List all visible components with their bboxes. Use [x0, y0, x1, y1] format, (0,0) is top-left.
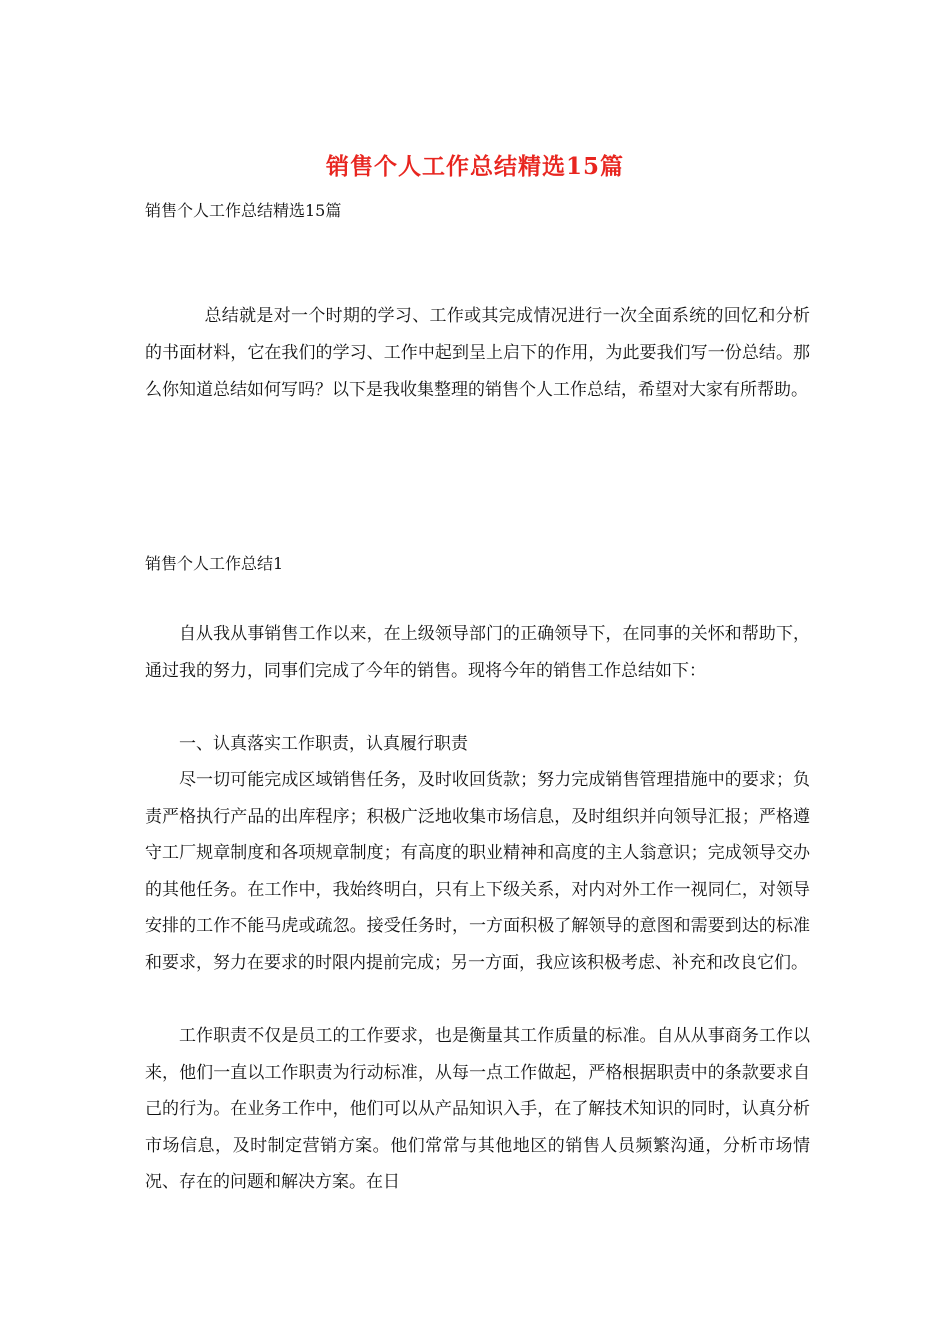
subheading-duties: 一、认真落实工作职责，认真履行职责: [179, 734, 468, 754]
document-title: 销售个人工作总结精选15篇: [325, 153, 624, 180]
body-paragraph-3: 工作职责不仅是员工的工作要求，也是衡量其工作质量的标准。自从从事商务工作以来，他们一直以工作职责为行动标准，从每一点工作做起，严格根据职责中的条款要求自己的行为。在业务工作中，他们可以从产品知识入手，在了解技术知识的同时，认真分析市场信息，及时制定营销方案。他们常常与其他地区的销售人员频繁沟通，分析市场情况、存在的问题和解决方案。在日: [145, 1026, 810, 1192]
section-heading: 销售个人工作总结1: [145, 554, 284, 573]
body-paragraph-1: 自从我从事销售工作以来，在上级领导部门的正确领导下，在同事的关怀和帮助下，通过我的努力，同事们完成了今年的销售。现将今年的销售工作总结如下：: [145, 624, 810, 681]
intro-paragraph: 总结就是对一个时期的学习、工作或其完成情况进行一次全面系统的回忆和分析的书面材料，它在我们的学习、工作中起到呈上启下的作用，为此要我们写一份总结。那么你知道总结如何写吗？以下是我收集整理的销售个人工作总结，希望对大家有所帮助。: [145, 306, 810, 400]
document-subtitle: 销售个人工作总结精选15篇: [145, 201, 342, 220]
body-paragraph-2: 尽一切可能完成区域销售任务，及时收回货款；努力完成销售管理措施中的要求；负责严格执行产品的出库程序；积极广泛地收集市场信息，及时组织并向领导汇报；严格遵守工厂规章制度和各项规章制度；有高度的职业精神和高度的主人翁意识；完成领导交办的其他任务。在工作中，我始终明白，只有上下级关系，对内对外工作一视同仁，对领导安排的工作不能马虎或疏忽。接受任务时，一方面积极了解领导的意图和需要到达的标准和要求，努力在要求的时限内提前完成；另一方面，我应该积极考虑、补充和改良它们。: [145, 770, 810, 973]
